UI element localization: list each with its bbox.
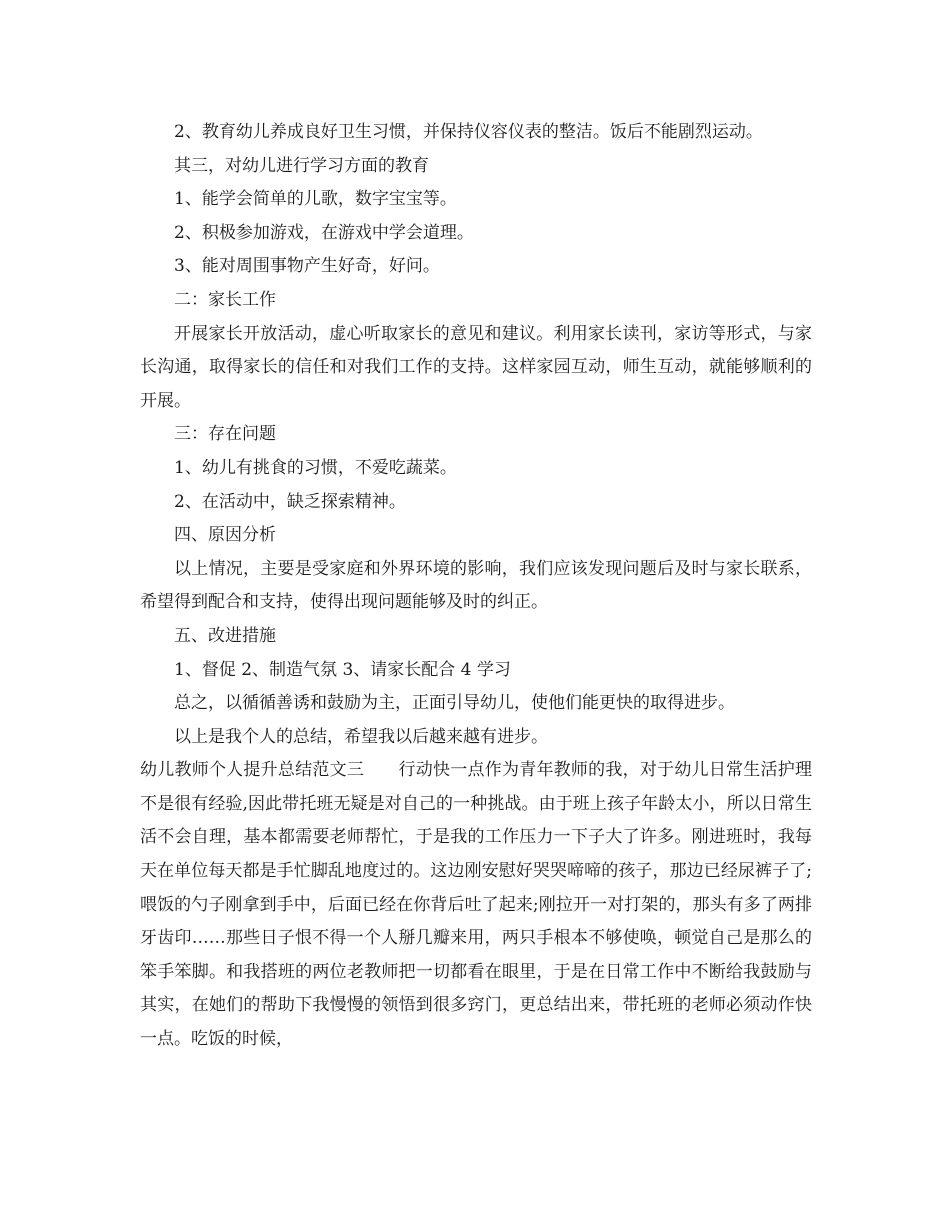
paragraph-lack-exploration: 2、在活动中，缺乏探索精神。 <box>174 491 406 512</box>
paragraph-personal-summary: 以上是我个人的总结，希望我以后越来越有进步。 <box>174 726 548 747</box>
paragraph-picky-eating: 1、幼儿有挑食的习惯，不爱吃蔬菜。 <box>174 457 457 478</box>
paragraph-hygiene-habits: 2、教育幼儿养成良好卫生习惯，并保持仪容仪表的整洁。饭后不能剧烈运动。 <box>174 122 763 142</box>
paragraph-parent-activities: 开展家长开放活动，虚心听取家长的意见和建议。利用家长读刊，家访等形式，与家长沟通，取得家长的信任和对我们工作的支持。这样家园互动，师生互动，就能够顺利的开展。 <box>140 323 812 411</box>
paragraph-learning-education: 其三，对幼儿进行学习方面的教育 <box>174 155 429 176</box>
paragraph-measures-list: 1、督促 2、制造气氛 3、请家长配合 4 学习 <box>174 659 511 680</box>
heading-cause-analysis: 四、原因分析 <box>174 525 276 546</box>
paragraph-in-conclusion: 总之，以循循善诱和鼓励为主，正面引导幼儿，使他们能更快的取得进步。 <box>174 693 735 714</box>
heading-existing-problems: 三：存在问题 <box>174 424 276 445</box>
heading-parent-work: 二：家长工作 <box>174 289 276 310</box>
paragraph-sample-three: 幼儿教师个人提升总结范文三 行动快一点作为青年教师的我，对于幼儿日常生活护理不是很有经验,因此带托班无疑是对自己的一种挑战。由于班上孩子年龄太小，所以日常生活不会自理，基本都需要老师帮忙，于是我的工作压力一下子大了许多。刚进班时，我每天在单位每天都是手忙脚乱地度过的。这边刚安慰好哭哭啼啼的孩子，那边已经尿裤子了;喂饭的勺子刚拿到手中，后面已经在你背后吐了起来;刚拉开一对打架的，那头有多了两排牙齿印……那些日子恨不得一个人掰几瓣来用，两只手根本不够使唤，顿觉自己是那么的笨手笨脚。和我搭班的两位老教师把一切都看在眼里，于是在日常工作中不断给我鼓励与其实，在她们的帮助下我慢慢的领悟到很多窍门，更总结出来，带托班的老师必须动作快一点。吃饭的时候， <box>140 760 812 1050</box>
paragraph-cause-details: 以上情况，主要是受家庭和外界环境的影响，我们应该发现问题后及时与家长联系，希望得到配合和支持，使得出现问题能够及时的纠正。 <box>140 558 812 613</box>
paragraph-learn-songs: 1、能学会简单的儿歌，数字宝宝等。 <box>174 189 457 210</box>
paragraph-curiosity: 3、能对周围事物产生好奇，好问。 <box>174 256 440 277</box>
heading-improvement-measures: 五、改进措施 <box>174 625 276 646</box>
document-body <box>140 116 812 1057</box>
paragraph-join-games: 2、积极参加游戏，在游戏中学会道理。 <box>174 222 474 243</box>
